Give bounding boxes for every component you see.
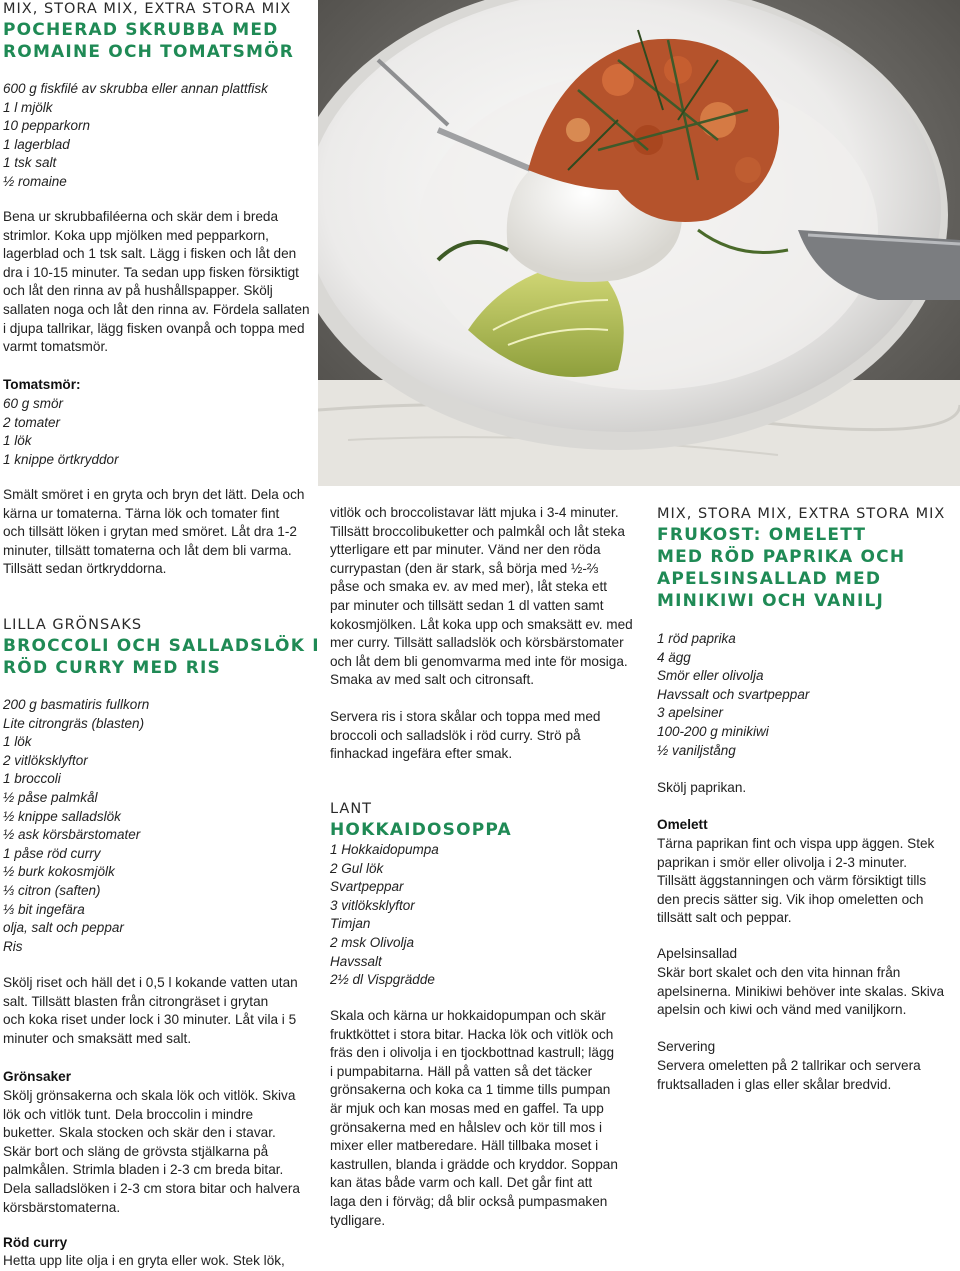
text-line: kastrullen, blanda i grädde och kryddor. Soppan [330,1156,618,1172]
apelsinsallad-heading: Apelsinsallad [657,946,738,961]
text-line: laga den i förväg; då blir också pumpasmaken [330,1193,608,1209]
recipe3-ingredients [330,841,439,990]
text-line: Smält smöret i en gryta och bryn det lätt. Dela och [3,487,305,502]
ingredient: 1 röd paprika [657,631,736,646]
text-line: påse och smaka ev. av med mer), låt steka ett [330,579,608,595]
recipe1-ingredients [3,80,268,192]
text-line: paprikan i smör eller olivolja i 2-3 minuter. [657,854,908,870]
text-line: Servera ris i stora skålar och toppa med med [330,709,601,724]
ingredient: 60 g smör [3,396,64,411]
text-line: finhackad ingefära efter smak. [330,746,513,762]
recipe2-ingredients [3,696,149,956]
ingredient: Svartpeppar [330,879,404,895]
text-line: Skölj grönsakerna och skala lök och vitlök. Skiva [3,1088,296,1103]
text-line: Skär bort och släng de grövsta stjälkarna på [3,1143,269,1159]
text-line: Bena ur skrubbafiléerna och skär dem i breda [3,209,279,224]
text-line: salt. Tillsätt blasten från citrongräset i grytan [3,993,269,1009]
text-line: tillsätt salt och peppar. [657,910,792,926]
recipe2-serving [330,708,645,764]
text-line: kokosmjölken. Låt koka upp och smaksätt ev. med [330,616,633,632]
ingredient: 3 apelsiner [657,705,724,721]
recipe4-title-line: APELSINSALLAD MED [657,569,882,589]
ingredient: 2 msk Olivolja [330,934,415,950]
ingredient: 2 Gul lök [330,860,384,876]
recipe4-step1: Skölj paprikan. [657,780,747,795]
ingredient: 2 vitlöksklyftor [3,752,88,768]
omelett-method [657,835,957,928]
text-line: Hetta upp lite olja i en gryta eller wok. Stek lök, [3,1253,285,1268]
recipe4-title-line: FRUKOST: OMELETT [657,525,867,545]
recipe2-category: LILLA GRÖNSAKS [3,617,143,633]
ingredient: Smör eller olivolja [657,668,764,684]
ingredient: 2½ dl Vispgrädde [330,972,435,988]
text-line: Tillsätt sedan örtkryddorna. [3,561,167,577]
text-line: kan ätas både varm och kall. Det går fint att [330,1175,593,1191]
ingredient: 3 vitlöksklyftor [330,897,415,913]
ingredient: Timjan [330,916,371,932]
ingredient: ½ vaniljstång [657,742,736,758]
servering-heading: Servering [657,1039,716,1054]
tomatsmor-method [3,486,318,579]
text-line: vitlök och broccolistavar lätt mjuka i 3-4 minuter. [330,505,619,520]
text-line: grönsakerna och koka ca 1 timme tills pumpan [330,1082,611,1098]
text-line: broccoli och salladslök i röd curry. Strö på [330,727,581,743]
ingredient: 4 ägg [657,649,691,665]
text-line: lök och vitlök tunt. Dela broccolin i mindre [3,1106,254,1122]
text-line: dra i 10-15 minuter. Ta sedan upp fisken försiktigt [3,264,299,280]
recipe3-method [330,1007,645,1230]
text-line: och låt dem bli genomvarma med inte för mosiga. [330,653,628,669]
recipe4-title [657,524,905,612]
recipe1-method [3,208,318,357]
text-line: minuter, tillsätt tomaterna och låt dem bli varma. [3,542,292,558]
text-line: tydligare. [330,1212,386,1228]
text-line: strimlor. Koka upp mjölken med pepparkorn, [3,227,269,243]
recipe4-ingredients [657,630,809,760]
text-line: buketter. Skala stocken och skär den i stavar. [3,1125,276,1141]
text-line: fruktköttet i stora bitar. Hacka lök och vitlök och [330,1026,614,1042]
recipe1-category: MIX, STORA MIX, EXTRA STORA MIX [3,1,292,17]
gronsaker-heading: Grönsaker [3,1069,72,1084]
text-line: Skala och kärna ur hokkaidopumpan och skär [330,1008,606,1023]
gronsaker-method [3,1087,318,1217]
tomatsmor-heading: Tomatsmör: [3,377,81,392]
text-line: fräs den i olivolja i en tjockbottnad kastrull; lägg [330,1045,615,1061]
text-line: sallaten noga och låt den rinna av. Fördela sallaten [3,301,310,317]
ingredient: Havssalt [330,953,382,969]
text-line: Tillsätt broccolibuketter och palmkål och låt steka [330,523,625,539]
ingredient: ½ burk kokosmjölk [3,864,115,880]
apelsinsallad-method [657,964,957,1020]
recipe1-title [3,19,294,63]
text-line: mer curry. Tillsätt salladslök och körsbärstomater [330,635,624,651]
text-line: apelsin och kiwi och vänd med vaniljkorn. [657,1002,907,1018]
text-line: i djupa tallrikar, lägg fisken ovanpå och toppa med [3,320,305,336]
text-line: är mjuk och kan mosas med en gaffel. Ta upp [330,1100,604,1116]
text-line: Skölj riset och häll det i 0,5 l kokande vatten utan [3,975,298,990]
text-line: fruktsalladen i glas eller skålar bredvid. [657,1076,892,1092]
ingredient: 1 påse röd curry [3,845,101,861]
text-line: i pumpabitarna. Häll på vatten så det täcker [330,1063,593,1079]
recipe2-rice-method [3,974,318,1048]
ingredient: Lite citrongräs (blasten) [3,715,145,731]
ingredient: 100-200 g minikiwi [657,723,769,739]
tomatsmor-ingredients [3,395,119,469]
recipe4-category: MIX, STORA MIX, EXTRA STORA MIX [657,506,946,522]
recipe2-title [3,635,320,679]
rod-curry-method [3,1252,318,1271]
ingredient: 1 lök [3,433,32,449]
text-line: Servera omeletten på 2 tallrikar och servera [657,1058,921,1073]
text-line: minuter och smaksätt med salt. [3,1030,192,1046]
text-line: mixer eller matberedare. Häll tillbaka moset i [330,1138,599,1154]
text-line: currypastan (den är stark, så börja med ½-⅔ [330,560,599,576]
text-line: körsbärstomaterna. [3,1199,121,1215]
text-line: palmkålen. Strimla bladen i 2-3 cm breda bitar. [3,1162,284,1178]
dish-photo [318,0,960,486]
ingredient: 10 pepparkorn [3,118,91,134]
ingredient: 1 lagerblad [3,136,70,152]
ingredient: ½ knippe salladslök [3,808,121,824]
ingredient: Ris [3,938,23,954]
plated-fish-photo [318,0,960,486]
ingredient: 1 tsk salt [3,155,57,171]
ingredient: ½ romaine [3,173,67,189]
text-line: varmt tomatsmör. [3,339,108,355]
recipe3-category: LANT [330,801,373,817]
ingredient: 1 Hokkaidopumpa [330,842,439,857]
text-line: Dela salladslöken i 2-3 cm stora bitar och halvera [3,1180,300,1196]
text-line: och tillsätt löken i grytan med smöret. Låt dra 1-2 [3,524,297,540]
text-line: och koka riset under lock i 30 minuter. Låt vila i 5 [3,1012,297,1028]
servering-method [657,1057,957,1094]
text-line: den precis sätter sig. Vik ihop omeletten och [657,891,924,907]
recipe3-title: HOKKAIDOSOPPA [330,820,512,840]
rod-curry-method-continued [330,504,645,690]
text-line: ytterligare ett par minuter. Vänd ner den röda [330,542,601,558]
text-line: Tillsätt äggstanningen och värm försiktigt tills [657,873,927,889]
ingredient: olja, salt och peppar [3,920,124,936]
text-line: kärna ur tomaterna. Tärna lök och tomater fint [3,505,280,521]
text-line: Smaka av med salt och citronsaft. [330,672,534,688]
text-line: grönsakerna med en hålslev och kör till mos i [330,1119,603,1135]
ingredient: ⅓ bit ingefära [3,901,85,917]
recipe2-title-line: BROCCOLI OCH SALLADSLÖK I [3,636,320,656]
recipe4-title-line: MINIKIWI OCH VANILJ [657,591,885,611]
text-line: lagerblad och 1 tsk salt. Lägg i fisken och låt den [3,246,297,262]
ingredient: ½ ask körsbärstomater [3,827,141,843]
ingredient: ½ påse palmkål [3,789,98,805]
ingredient: 1 knippe örtkryddor [3,451,119,467]
recipe2-title-line: RÖD CURRY MED RIS [3,658,221,678]
ingredient: 1 l mjölk [3,99,53,115]
text-line: par minuter och tillsätt sedan 1 dl vatten samt [330,597,604,613]
ingredient: 2 tomater [3,414,61,430]
ingredient: 1 broccoli [3,771,61,787]
omelett-heading: Omelett [657,817,708,832]
ingredient: Havssalt och svartpeppar [657,686,810,702]
recipe1-title-line: ROMAINE OCH TOMATSMÖR [3,42,295,62]
text-line: och låt den rinna av på hushållspapper. Skölj [3,283,273,299]
recipe1-title-line: POCHERAD SKRUBBA MED [3,20,279,40]
ingredient: ⅓ citron (saften) [3,882,101,898]
ingredient: 1 lök [3,734,32,750]
rod-curry-heading: Röd curry [3,1235,68,1250]
text-line: apelsinerna. Minikiwi behöver inte skalas. Skiva [657,983,945,999]
text-line: Skär bort skalet och den vita hinnan från [657,965,901,980]
ingredient: 200 g basmatiris fullkorn [3,697,150,712]
recipe4-title-line: MED RÖD PAPRIKA OCH [657,547,906,567]
text-line: Tärna paprikan fint och vispa upp äggen. Stek [657,836,935,851]
ingredient: 600 g fiskfilé av skrubba eller annan plattfisk [3,81,268,96]
